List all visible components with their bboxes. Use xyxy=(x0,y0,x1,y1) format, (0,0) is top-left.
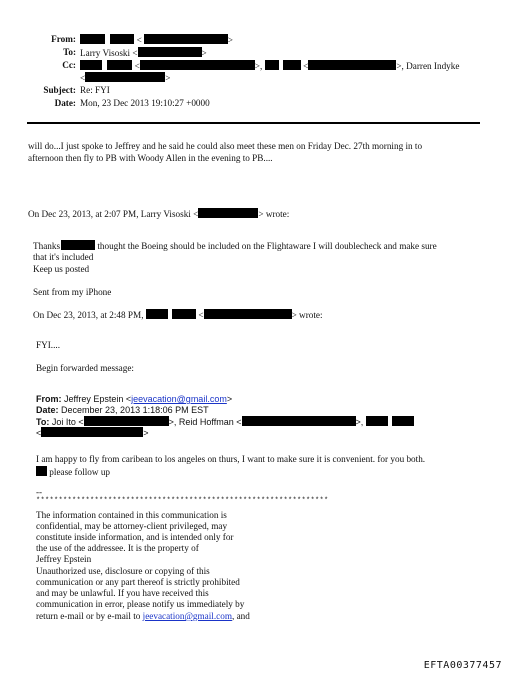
quote-attribution: On Dec 23, 2013, at 2:48 PM, < > wrote: xyxy=(33,310,323,320)
redaction xyxy=(204,309,292,319)
quote-text: FYI.... xyxy=(36,340,60,350)
redaction xyxy=(138,47,202,57)
signature-dashes: -- xyxy=(36,487,43,497)
redaction xyxy=(107,60,132,70)
redaction xyxy=(61,240,95,250)
disclaimer-line: constitute inside information, and is intended only for xyxy=(36,532,234,542)
redaction xyxy=(146,309,168,319)
date-value: Mon, 23 Dec 2013 19:10:27 +0000 xyxy=(80,98,210,108)
fwd-to-cont: < > xyxy=(36,428,149,438)
fwd-to: To: Joi Ito < >, Reid Hoffman < >, xyxy=(36,416,414,427)
header-divider xyxy=(27,122,480,124)
redaction xyxy=(41,427,143,437)
redaction xyxy=(283,60,301,70)
message-line: I am happy to fly from caribean to los angeles on thurs, I want to make sure it is convenient. for you both. xyxy=(36,454,426,464)
cc-value-cont: < > xyxy=(80,73,171,83)
to-label: To: xyxy=(63,47,76,57)
redaction xyxy=(242,416,356,426)
document-id: EFTA00377457 xyxy=(423,660,502,671)
quote-text: that it's included xyxy=(33,252,94,262)
redaction xyxy=(140,60,255,70)
redaction xyxy=(36,466,47,476)
redaction xyxy=(80,60,102,70)
from-value: < > xyxy=(80,34,233,45)
body-line: afternoon then fly to PB with Woody Allen in the evening to PB.... xyxy=(28,153,273,163)
redaction xyxy=(84,416,169,426)
subject-label: Subject: xyxy=(43,85,76,95)
disclaimer-line: the use of the addressee. It is the property of xyxy=(36,543,199,553)
body-line: will do...I just spoke to Jeffrey and he said he could also meet these men on Friday Dec. 27th morning in to xyxy=(28,141,423,151)
from-label: From: xyxy=(51,34,76,44)
quote-text: Thanks thought the Boeing should be included on the Flightaware I will doublecheck and make sure xyxy=(33,241,437,251)
quote-text: Begin forwarded message: xyxy=(36,363,134,373)
fwd-from: From: Jeffrey Epstein <jeevacation@gmail.com> xyxy=(36,394,233,404)
email-link[interactable]: jeevacation@gmail.com xyxy=(142,611,232,621)
disclaimer-line: and may be unlawful. If you have received this xyxy=(36,588,209,598)
redaction xyxy=(366,416,388,426)
redaction xyxy=(392,416,414,426)
redaction xyxy=(110,34,134,44)
cc-tail: >, Darren Indyke xyxy=(396,61,460,71)
subject-value: Re: FYI xyxy=(80,85,110,95)
to-value: Larry Visoski < > xyxy=(80,48,207,58)
disclaimer-line: Jeffrey Epstein xyxy=(36,554,92,564)
redaction xyxy=(198,208,258,218)
redaction xyxy=(85,72,165,82)
redaction xyxy=(80,34,105,44)
disclaimer-line: return e-mail or by e-mail to jeevacation@gmail.com, and xyxy=(36,611,250,621)
redaction xyxy=(308,60,396,70)
redaction xyxy=(265,60,279,70)
email-link[interactable]: jeevacation@gmail.com xyxy=(131,394,227,404)
stars-divider: ***************************************************************** xyxy=(36,497,329,505)
disclaimer-line: communication or any part thereof is strictly prohibited xyxy=(36,577,240,587)
cc-value: < >, < >, Darren Indyke xyxy=(80,60,459,71)
quote-attribution: On Dec 23, 2013, at 2:07 PM, Larry Visoski < > wrote: xyxy=(28,209,290,219)
cc-label: Cc: xyxy=(62,60,76,70)
date-label: Date: xyxy=(54,98,76,108)
sent-from: Sent from my iPhone xyxy=(33,287,112,297)
disclaimer-line: communication in error, please notify us immediately by xyxy=(36,599,245,609)
redaction xyxy=(144,34,228,44)
message-line: please follow up xyxy=(36,466,110,477)
fwd-date: Date: December 23, 2013 1:18:06 PM EST xyxy=(36,405,209,415)
disclaimer-line: The information contained in this communication is xyxy=(36,510,227,520)
disclaimer-line: confidential, may be attorney-client privileged, may xyxy=(36,521,228,531)
redaction xyxy=(172,309,196,319)
disclaimer-line: Unauthorized use, disclosure or copying of this xyxy=(36,566,210,576)
to-name: Larry Visoski < xyxy=(80,48,138,58)
quote-text: Keep us posted xyxy=(33,264,90,274)
